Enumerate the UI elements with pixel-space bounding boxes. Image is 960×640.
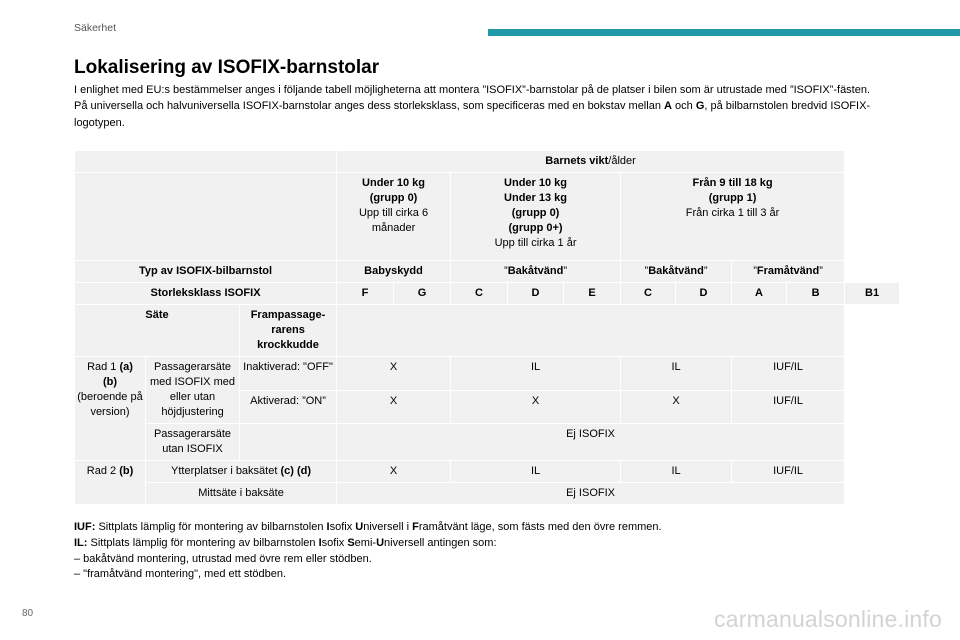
airbag-inactive: Inaktiverad: "OFF": [240, 357, 337, 391]
legend-iuf: [74, 520, 914, 536]
header-accent-bar: [488, 29, 960, 36]
quote-mark: ”: [504, 265, 508, 277]
size-class-cell: F: [337, 283, 394, 305]
weight-header: [337, 151, 845, 173]
legend-letter: U: [355, 521, 364, 533]
page-title: Lokalisering av ISOFIX-barnstolar: [74, 57, 380, 78]
empty-cell: [75, 151, 337, 173]
row1-label: [75, 357, 146, 461]
airbag-active: Aktiverad: ”ON”: [240, 390, 337, 424]
group-name: (grupp 0): [369, 192, 418, 204]
group-weight: Från 9 till 18 kg: [692, 177, 773, 189]
legend-letter: U: [376, 536, 385, 549]
airbag-label: Frampassagerarens krockkudde: [240, 305, 337, 357]
legend-il: [74, 536, 914, 552]
legend-key: IUF:: [74, 521, 96, 533]
seat-type-bakatvand: Bakåtvänd: [648, 265, 704, 277]
group-name: (grupp 0): [511, 207, 560, 219]
value-cell: X: [337, 357, 451, 391]
legend-letter: F: [412, 521, 419, 533]
outer-seats-text: Ytterplatser i baksätet: [171, 465, 281, 477]
quote-mark: ”: [819, 265, 823, 277]
value-cell: X: [337, 461, 451, 483]
seat-type-cell: [732, 261, 845, 283]
seat-type-row: [75, 261, 900, 283]
legend-text: niversell antingen som:: [384, 536, 497, 549]
legend-key: IL:: [74, 536, 88, 549]
value-cell: Ej ISOFIX: [337, 483, 845, 505]
empty-cell: [75, 173, 337, 261]
page-number: 80: [22, 608, 34, 619]
legend-text: niversell i: [363, 521, 413, 533]
legend-letter: S: [347, 536, 355, 549]
section-label: Säkerhet: [74, 22, 117, 34]
legend-text: emi-: [354, 536, 377, 549]
seat-header-row: [75, 305, 900, 357]
weight-header-rest: /ålder: [608, 155, 636, 167]
row-label-note: (beroende på version): [77, 391, 143, 418]
empty-cell: [240, 424, 337, 461]
value-cell: Ej ISOFIX: [337, 424, 845, 461]
size-class-cell: C: [451, 283, 508, 305]
note-ref: (c) (d): [280, 465, 312, 477]
note-ref: (b): [119, 465, 134, 477]
seat-type-babyskydd: Babyskydd: [337, 261, 451, 283]
legend-text: Sittplats lämplig för montering av bilbarnstolen: [95, 521, 327, 533]
seat-type-bakatvand: Bakåtvänd: [507, 265, 564, 277]
group-weight: Under 10 kg: [362, 177, 426, 189]
note-ref: (b): [102, 376, 118, 388]
value-cell: IL: [451, 461, 621, 483]
size-class-cell: D: [676, 283, 732, 305]
value-cell: IL: [621, 357, 732, 391]
seat-type-label: Typ av ISOFIX-bilbarnstol: [75, 261, 337, 283]
seat-no-isofix: Passagerarsäte utan ISOFIX: [146, 424, 240, 461]
legend-text: sofix: [321, 536, 348, 549]
value-cell: X: [621, 390, 732, 424]
seat-isofix: Passagerarsäte med ISOFIX med eller utan höjdjustering: [146, 357, 240, 424]
row1-no-isofix: [75, 424, 900, 461]
group-weight: Under 13 kg: [504, 192, 568, 204]
quote-mark: ”: [563, 265, 568, 277]
group-0plus-cell: [451, 173, 621, 261]
legend-text: Sittplats lämplig för montering av bilbarnstolen: [87, 536, 319, 549]
intro-text: [74, 82, 894, 131]
row1-inactive: [75, 357, 900, 391]
seat-type-cell: [621, 261, 732, 283]
group-age: Upp till cirka 6 månader: [358, 207, 429, 234]
value-cell: IUF/IL: [732, 461, 845, 483]
size-class-cell: B1: [845, 283, 900, 305]
intro-text-span: , på bilbarnstolen bredvid ISOFIX-logotypen.: [74, 100, 871, 129]
group-name: (grupp 0+): [508, 222, 563, 234]
middle-seat: Mittsäte i baksäte: [146, 483, 337, 505]
watermark: carmanualsonline.info: [714, 606, 942, 632]
size-class-label: Storleksklass ISOFIX: [75, 283, 337, 305]
legend-letter: I: [318, 536, 322, 549]
group-name: (grupp 1): [708, 192, 757, 204]
legend-text: sofix: [329, 521, 356, 533]
seat-type-cell: [451, 261, 621, 283]
size-class-row: [75, 283, 900, 305]
class-letter-g: G: [695, 100, 705, 113]
seat-type-framatvand: Framåtvänd: [756, 265, 820, 277]
intro-text-span: och: [671, 100, 696, 113]
intro-paragraph-2: [74, 98, 894, 131]
legend-dash-2: – "framåtvänd montering", med ett stödben.: [74, 568, 287, 581]
intro-text-span: På universella och halvuniversella ISOFIX-barnstolar anges dess storleksklass, som specificeras med en bokstav mellan: [74, 100, 664, 113]
group-0-cell: [337, 173, 451, 261]
value-cell: IL: [621, 461, 732, 483]
size-class-cell: B: [787, 283, 845, 305]
row-label-text: Rad 1: [87, 361, 120, 373]
legend-letter: I: [326, 521, 330, 533]
legend-text: ramåtvänt läge, som fästs med den övre remmen.: [418, 521, 662, 533]
row-label-text: Rad 2: [86, 465, 120, 477]
isofix-table: [74, 150, 900, 505]
quote-mark: ”: [753, 265, 757, 277]
size-class-cell: D: [508, 283, 564, 305]
row2-outer: [75, 461, 900, 483]
group-age: Från cirka 1 till 3 år: [685, 207, 780, 219]
quote-mark: ”: [703, 265, 708, 277]
row2-middle: [75, 483, 900, 505]
size-class-cell: C: [621, 283, 676, 305]
value-cell: X: [451, 390, 621, 424]
value-cell: X: [337, 390, 451, 424]
row2-label: [75, 461, 146, 505]
intro-paragraph-1: I enlighet med EU:s bestämmelser anges i följande tabell möjligheterna att montera ”ISOFIX”-barnstolar på de platser i bilen som är utrustade med ”ISOFIX”-fästen.: [74, 84, 871, 96]
outer-seats: [146, 461, 337, 483]
note-ref: (a): [119, 361, 133, 373]
value-cell: IUF/IL: [732, 390, 845, 424]
quote-mark: ”: [644, 265, 649, 277]
group-1-cell: [621, 173, 845, 261]
group-row: [75, 173, 900, 261]
weight-header-row: [75, 151, 900, 173]
seat-label: Säte: [75, 305, 240, 357]
empty-cell: [337, 305, 845, 357]
legend: [74, 520, 914, 583]
weight-header-bold: Barnets vikt: [545, 155, 609, 167]
size-class-cell: A: [732, 283, 787, 305]
legend-dash-1: – bakåtvänd montering, utrustad med övre rem eller stödben.: [74, 552, 372, 565]
value-cell: IUF/IL: [732, 357, 845, 391]
size-class-cell: G: [394, 283, 451, 305]
value-cell: IL: [451, 357, 621, 391]
group-weight: Under 10 kg: [504, 177, 568, 189]
group-age: Upp till cirka 1 år: [494, 237, 577, 249]
class-letter-a: A: [664, 100, 672, 113]
size-class-cell: E: [564, 283, 621, 305]
